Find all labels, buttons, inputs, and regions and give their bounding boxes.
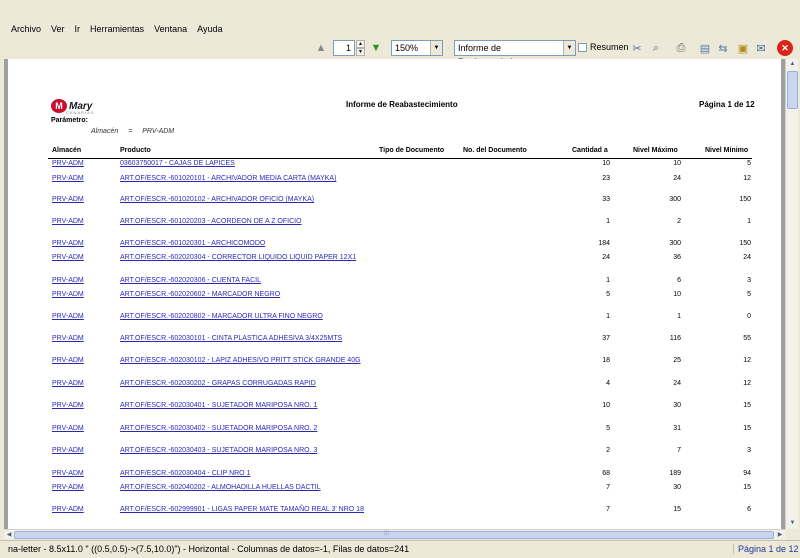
menu-ir[interactable]: Ir <box>74 24 81 34</box>
menu-bar <box>0 20 800 38</box>
nivel-minimo-value: 3 <box>747 447 751 454</box>
cantidad-value: 1 <box>606 313 610 320</box>
vertical-scroll-thumb[interactable] <box>787 71 798 109</box>
table-row <box>48 175 752 186</box>
parameter-row <box>91 128 182 135</box>
parameter-name: Almacén <box>91 128 119 135</box>
almacen-link[interactable]: PRV-ADM <box>52 291 84 298</box>
producto-link[interactable]: ART.OF/ESCR.-602030401 - SUJETADOR MARIPOSA NRO. 1 <box>120 402 318 409</box>
nivel-maximo-value: 24 <box>673 175 681 182</box>
nivel-minimo-value: 12 <box>743 357 751 364</box>
scroll-left-icon[interactable]: ◀ <box>6 532 12 538</box>
producto-link[interactable]: ART.OF/ESCR.-602030102 - LAPIZ ADHESIVO PRITT STICK GRANDE 40G <box>120 357 361 364</box>
producto-link[interactable]: ART.OF/ESCR.-602020304 - CORRECTOR LIQUIDO LIQUID PAPER 12X1 <box>120 254 357 261</box>
cantidad-value: 1 <box>606 277 610 284</box>
search-icon[interactable]: ⌕ <box>652 41 660 54</box>
scroll-grip-icon: ⁞⁞⁞ <box>384 531 390 537</box>
nivel-maximo-value: 300 <box>669 196 681 203</box>
nivel-maximo-value: 300 <box>669 240 681 247</box>
nivel-minimo-value: 15 <box>743 484 751 491</box>
almacen-link[interactable]: PRV-ADM <box>52 447 84 454</box>
previous-page-icon[interactable]: ▲ <box>315 42 327 54</box>
export-icon[interactable]: ▤ <box>699 42 711 55</box>
nivel-minimo-value: 12 <box>743 175 751 182</box>
table-row <box>48 470 752 481</box>
nivel-maximo-value: 7 <box>677 447 681 454</box>
table-row <box>48 506 752 517</box>
producto-link[interactable]: ART.OF/ESCR.-602999901 - LIGAS PAPER MATE TAMAÑO REAL 3' NRO 18 <box>120 506 364 513</box>
report-select[interactable] <box>454 40 576 56</box>
producto-link[interactable]: ART.OF/ESCR.-602030402 - SUJETADOR MARIPOSA NRO. 2 <box>120 425 318 432</box>
nivel-maximo-value: 24 <box>673 380 681 387</box>
table-row <box>48 335 752 346</box>
nivel-minimo-value: 150 <box>739 196 751 203</box>
col-nivel-maximo: Nivel Máximo <box>633 147 678 154</box>
logo-text: Mary <box>69 100 93 112</box>
producto-link[interactable]: ART.OF/ESCR.-602040202 - ALMOHADILLA HUELLAS DACTIL <box>120 484 321 491</box>
table-row <box>48 380 752 391</box>
report-page-number: Página 1 de 12 <box>699 100 755 109</box>
chevron-down-icon: ▼ <box>563 41 575 55</box>
table-row <box>48 357 752 368</box>
menu-archivo[interactable]: Archivo <box>11 24 42 34</box>
nivel-maximo-value: 30 <box>673 484 681 491</box>
nivel-maximo-value: 1 <box>677 313 681 320</box>
table-row <box>48 425 752 436</box>
producto-link[interactable]: ART.OF/ESCR.-601020301 - ARCHICOMODO <box>120 240 266 247</box>
tools-icon[interactable]: ✂ <box>632 42 642 55</box>
table-row <box>48 447 752 458</box>
col-producto: Producto <box>120 147 151 154</box>
producto-link[interactable]: ART.OF/ESCR.-601020102 - ARCHIVADOR OFICIO (MAYKA) <box>120 196 315 203</box>
producto-link[interactable]: ART.OF/ESCR.-602020602 - MARCADOR NEGRO <box>120 291 281 298</box>
producto-link[interactable]: ART.OF/ESCR.-602030202 - GRAPAS CORRUGADAS RAPID <box>120 380 316 387</box>
almacen-link[interactable]: PRV-ADM <box>52 175 84 182</box>
nivel-minimo-value: 94 <box>743 470 751 477</box>
horizontal-scrollbar[interactable] <box>4 529 785 539</box>
almacen-link[interactable]: PRV-ADM <box>52 254 84 261</box>
nivel-maximo-value: 10 <box>673 160 681 167</box>
table-row <box>48 160 752 171</box>
producto-link[interactable]: ART.OF/ESCR.-601020203 - ACORDEON DE A Z OFICIO <box>120 218 302 225</box>
producto-link[interactable]: ART.OF/ESCR.-602030403 - SUJETADOR MARIPOSA NRO. 3 <box>120 447 318 454</box>
zoom-value: 150% <box>395 43 419 53</box>
col-almacen: Almacén <box>52 147 82 154</box>
horizontal-scroll-thumb[interactable] <box>14 531 774 539</box>
nivel-minimo-value: 0 <box>747 313 751 320</box>
almacen-link[interactable]: PRV-ADM <box>52 313 84 320</box>
almacen-link[interactable]: PRV-ADM <box>52 484 84 491</box>
logo-subtitle: CANARIAS <box>66 110 95 115</box>
producto-link[interactable]: ART.OF/ESCR.-602020306 - CUENTA FACIL <box>120 277 261 284</box>
cantidad-value: 184 <box>598 240 610 247</box>
table-row <box>48 277 752 288</box>
menu-ventana[interactable]: Ventana <box>154 24 188 34</box>
logo-mark-icon: M <box>51 99 67 113</box>
nivel-minimo-value: 150 <box>739 240 751 247</box>
producto-link[interactable]: ART.OF/ESCR.-601020101 - ARCHIVADOR MEDIA CARTA (MAYKA) <box>120 175 337 182</box>
nivel-maximo-value: 15 <box>673 506 681 513</box>
parameter-value: PRV-ADM <box>142 128 175 135</box>
table-row <box>48 240 752 251</box>
parameter-label: Parámetro: <box>51 117 88 124</box>
table-row <box>48 218 752 229</box>
almacen-link[interactable]: PRV-ADM <box>52 402 84 409</box>
nivel-maximo-value: 6 <box>677 277 681 284</box>
almacen-link[interactable]: PRV-ADM <box>52 506 84 513</box>
page-number-input[interactable]: 1 <box>333 40 355 56</box>
cantidad-value: 5 <box>606 291 610 298</box>
producto-link[interactable]: ART.OF/ESCR.-602030404 - CLIP NRO 1 <box>120 470 251 477</box>
almacen-link[interactable]: PRV-ADM <box>52 357 84 364</box>
nivel-maximo-value: 31 <box>673 425 681 432</box>
menu-ver[interactable]: Ver <box>51 24 65 34</box>
almacen-link[interactable]: PRV-ADM <box>52 196 84 203</box>
nivel-maximo-value: 116 <box>669 335 681 342</box>
cantidad-value: 5 <box>606 425 610 432</box>
nivel-minimo-value: 1 <box>747 218 751 225</box>
table-row <box>48 254 752 265</box>
cantidad-value: 1 <box>606 218 610 225</box>
table-header <box>48 146 752 159</box>
nivel-maximo-value: 2 <box>677 218 681 225</box>
send-icon[interactable]: ⇆ <box>718 42 728 55</box>
scroll-up-icon[interactable]: ▲ <box>789 61 796 67</box>
col-nivel-minimo: Nivel Mínimo <box>705 147 749 154</box>
status-bar <box>0 540 800 558</box>
status-page-info: na-letter - 8.5x11.0 " ((0.5,0.5)->(7.5,10.0)") - Horizontal - Columnas de datos=-1, Filas de datos=241 <box>8 544 410 554</box>
table-row <box>48 291 752 302</box>
nivel-minimo-value: 24 <box>743 254 751 261</box>
report-select-value: Informe de <box>458 43 502 53</box>
nivel-minimo-value: 3 <box>747 277 751 284</box>
table-row <box>48 484 752 495</box>
almacen-link[interactable]: PRV-ADM <box>52 240 84 247</box>
status-page-count: Página 1 de 12 <box>733 544 799 554</box>
document-viewport[interactable] <box>4 59 785 529</box>
cantidad-value: 33 <box>602 196 610 203</box>
cantidad-value: 4 <box>606 380 610 387</box>
almacen-link[interactable]: PRV-ADM <box>52 160 84 167</box>
cantidad-value: 10 <box>602 160 610 167</box>
col-no-documento: No. del Documento <box>463 147 527 154</box>
table-row <box>48 402 752 413</box>
nivel-maximo-value: 25 <box>673 357 681 364</box>
cantidad-value: 2 <box>606 447 610 454</box>
resumen-checkbox[interactable] <box>578 43 587 52</box>
resumen-label: Resumen <box>590 42 629 52</box>
almacen-link[interactable]: PRV-ADM <box>52 380 84 387</box>
nivel-minimo-value: 15 <box>743 425 751 432</box>
vertical-scrollbar[interactable] <box>785 59 798 529</box>
cantidad-value: 10 <box>602 402 610 409</box>
cantidad-value: 23 <box>602 175 610 182</box>
nivel-maximo-value: 30 <box>673 402 681 409</box>
cantidad-value: 24 <box>602 254 610 261</box>
almacen-link[interactable]: PRV-ADM <box>52 425 84 432</box>
menu-herramientas[interactable]: Herramientas <box>90 24 145 34</box>
almacen-link[interactable]: PRV-ADM <box>52 335 84 342</box>
nivel-maximo-value: 10 <box>673 291 681 298</box>
print-icon[interactable]: ⎙ <box>676 41 686 54</box>
page-spinner[interactable]: ▲ ▼ <box>356 40 365 56</box>
chevron-down-icon: ▼ <box>430 41 442 55</box>
parameter-operator: = <box>128 128 133 135</box>
almacen-link[interactable]: PRV-ADM <box>52 218 84 225</box>
nivel-minimo-value: 12 <box>743 380 751 387</box>
close-icon[interactable]: ✕ <box>777 40 793 56</box>
table-row <box>48 313 752 324</box>
col-cantidad: Cantidad a <box>572 147 608 154</box>
next-page-icon[interactable]: ▼ <box>370 42 382 54</box>
nivel-minimo-value: 55 <box>743 335 751 342</box>
col-tipo-documento: Tipo de Documento <box>379 147 445 154</box>
nivel-maximo-value: 189 <box>669 470 681 477</box>
producto-link[interactable]: 03603750017 - CAJAS DE LAPICES <box>120 160 235 167</box>
report-title: Informe de Reabastecimiento <box>346 100 458 109</box>
table-row <box>48 196 752 207</box>
cantidad-value: 18 <box>602 357 610 364</box>
cantidad-value: 7 <box>606 484 610 491</box>
zoom-select[interactable] <box>391 40 443 56</box>
nivel-maximo-value: 36 <box>673 254 681 261</box>
producto-link[interactable]: ART.OF/ESCR.-602030101 - CINTA PLASTICA ADHESIVA 3/4X25MTS <box>120 335 343 342</box>
cantidad-value: 68 <box>602 470 610 477</box>
scroll-right-icon[interactable]: ▶ <box>777 532 783 538</box>
scroll-down-icon[interactable]: ▼ <box>789 520 796 526</box>
almacen-link[interactable]: PRV-ADM <box>52 277 84 284</box>
mail-icon[interactable]: ✉ <box>756 42 766 55</box>
nivel-minimo-value: 6 <box>747 506 751 513</box>
report-page <box>8 59 781 529</box>
cantidad-value: 7 <box>606 506 610 513</box>
nivel-minimo-value: 5 <box>747 160 751 167</box>
archive-icon[interactable]: ▣ <box>737 42 749 55</box>
producto-link[interactable]: ART.OF/ESCR.-602020802 - MARCADOR ULTRA FINO NEGRO <box>120 313 323 320</box>
nivel-minimo-value: 15 <box>743 402 751 409</box>
nivel-minimo-value: 5 <box>747 291 751 298</box>
toolbar <box>0 38 800 58</box>
menu-ayuda[interactable]: Ayuda <box>197 24 223 34</box>
almacen-link[interactable]: PRV-ADM <box>52 470 84 477</box>
cantidad-value: 37 <box>602 335 610 342</box>
